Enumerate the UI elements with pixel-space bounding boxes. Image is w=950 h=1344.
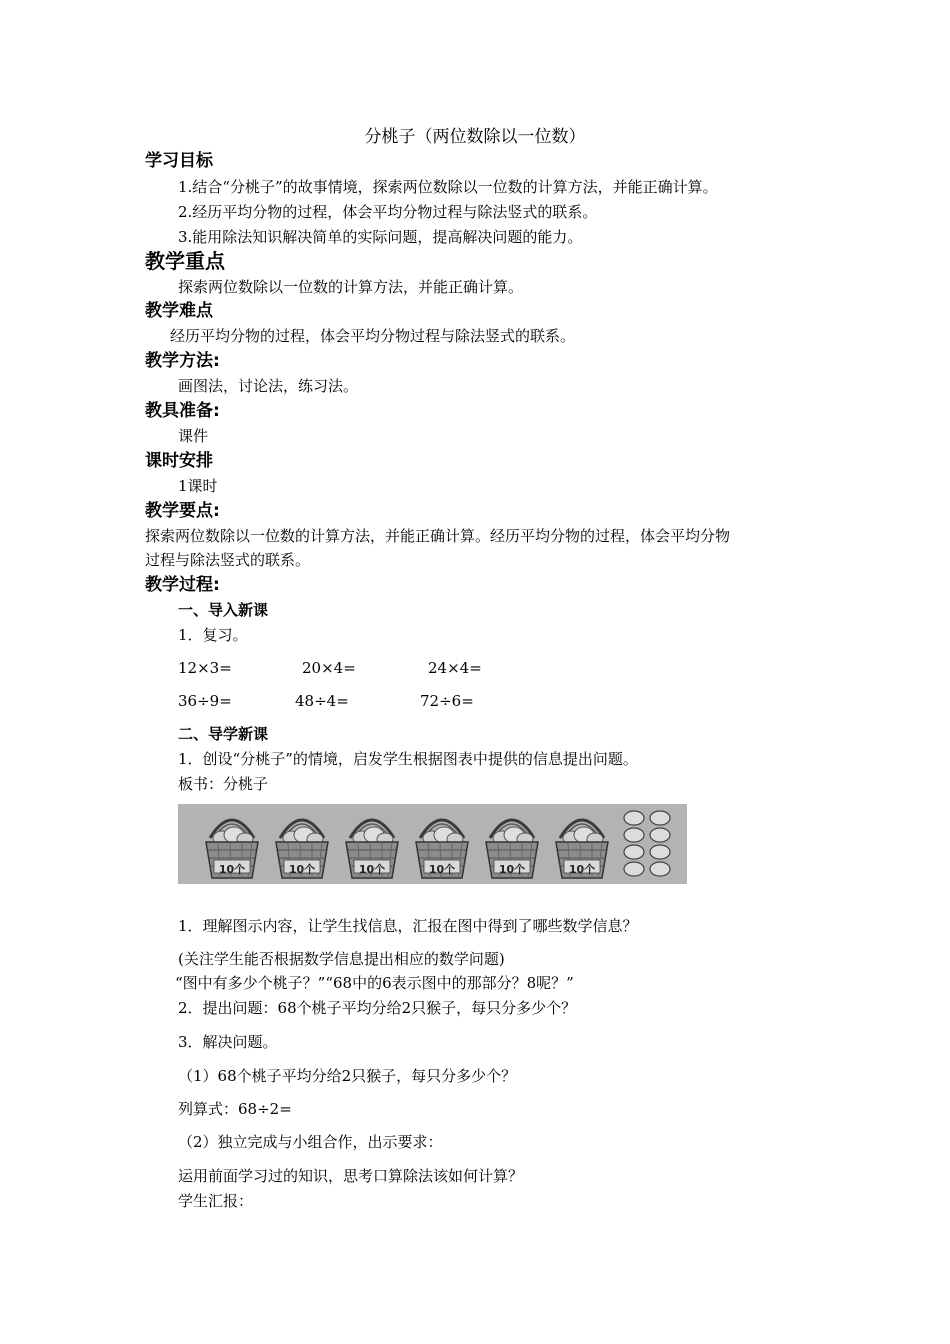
part2-intro: 1．创设“分桃子”的情境，启发学生根据图表中提供的信息提出问题。 [178,750,638,768]
tools-text: 课件 [178,427,209,445]
loose-peach [650,845,670,859]
part1-heading: 一、导入新课 [178,601,269,619]
key-point-text: 探索两位数除以一位数的计算方法，并能正确计算。 [178,278,524,296]
lesson-line: 2．提出问题：68个桃子平均分给2只猴子，每只分多少个？ [178,999,577,1017]
lesson-line: 1．理解图示内容，让学生找信息，汇报在图中得到了哪些数学信息？ [178,917,638,935]
part2-heading: 二、导学新课 [178,725,269,743]
board-note: 板书：分桃子 [178,775,269,793]
lesson-line: “图中有多少个桃子？”“68中的6表示图中的那部分？8呢？” [175,974,574,992]
essentials-heading: 教学要点: [145,501,220,521]
difficulty-text: 经历平均分物的过程，体会平均分物过程与除法竖式的联系。 [170,327,576,345]
essentials-line: 过程与除法竖式的联系。 [145,551,311,569]
document-title: 分桃子（两位数除以一位数） [364,127,586,147]
peach-basket-icon [410,808,474,880]
method-heading: 教学方法: [145,351,220,371]
schedule-text: 1课时 [178,477,218,495]
objective-item: 2.经历平均分物的过程，体会平均分物过程与除法竖式的联系。 [178,203,598,221]
review-label: 1．复习。 [178,626,248,644]
objective-item: 1.结合“分桃子”的故事情境，探索两位数除以一位数的计算方法，并能正确计算。 [178,178,718,196]
loose-peach [650,811,670,825]
basket-label: 10个 [568,863,596,876]
peach-basket-icon [270,808,334,880]
review-expression: 48÷4= [295,692,349,710]
process-heading: 教学过程: [145,575,220,595]
basket-label: 10个 [498,863,526,876]
lesson-line: 3．解决问题。 [178,1033,278,1051]
lesson-line: (关注学生能否根据数学信息提出相应的数学问题) [178,950,505,968]
loose-peach [624,862,644,876]
review-expression: 20×4= [302,659,356,677]
loose-peach [650,862,670,876]
key-point-heading: 教学重点 [145,249,225,273]
lesson-line: 运用前面学习过的知识，思考口算除法该如何计算？ [178,1167,524,1185]
peach-basket-icon [340,808,404,880]
basket-label: 10个 [428,863,456,876]
loose-peaches-icon [618,806,684,882]
method-text: 画图法，讨论法，练习法。 [178,377,359,395]
peach-basket-icon [550,808,614,880]
basket-label: 10个 [358,863,386,876]
basket-label: 10个 [288,863,316,876]
objective-item: 3.能用除法知识解决简单的实际问题，提高解决问题的能力。 [178,228,583,246]
review-expression: 24×4= [428,659,482,677]
essentials-line: 探索两位数除以一位数的计算方法，并能正确计算。经历平均分物的过程，体会平均分物 [145,527,731,545]
review-expression: 12×3= [178,659,232,677]
loose-peach [624,845,644,859]
schedule-heading: 课时安排 [145,451,213,471]
review-expression: 72÷6= [420,692,474,710]
lesson-line: 列算式：68÷2= [178,1100,292,1118]
difficulty-heading: 教学难点 [145,301,213,321]
lesson-line: （2）独立完成与小组合作，出示要求： [178,1133,443,1151]
basket-label: 10个 [218,863,246,876]
objectives-heading: 学习目标 [145,151,213,171]
peach-baskets-figure [178,804,687,884]
loose-peach [624,828,644,842]
tools-heading: 教具准备: [145,401,220,421]
loose-peach [624,811,644,825]
loose-peach [650,828,670,842]
lesson-line: （1）68个桃子平均分给2只猴子，每只分多少个？ [178,1067,517,1085]
peach-basket-icon [200,808,264,880]
peach-basket-icon [480,808,544,880]
lesson-line: 学生汇报： [178,1192,254,1210]
review-expression: 36÷9= [178,692,232,710]
